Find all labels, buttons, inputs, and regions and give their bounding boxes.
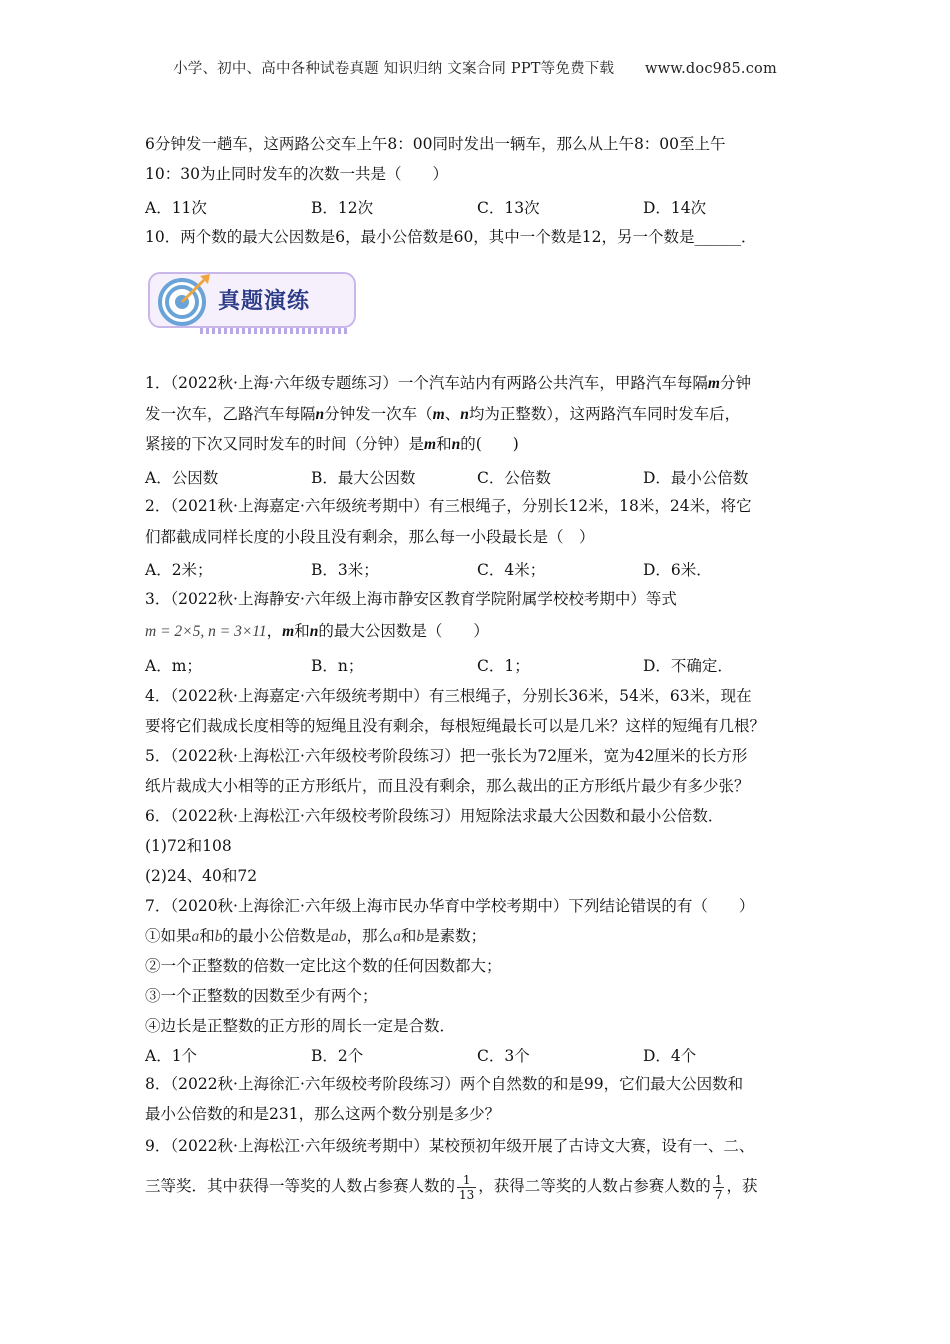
option-d: D．14次 [643,199,707,217]
option-a: A．2米； [145,561,213,579]
q9-line1: 9．（2022秋·上海松江·六年级统考期中）某校预初年级开展了古诗文大赛，设有一、二、 [145,1137,755,1155]
q3-line1: 3．（2022秋·上海静安·六年级上海市静安区教育学院附属学校校考期中）等式 [145,590,677,608]
option-d: D．最小公倍数 [643,469,749,487]
q4-line2: 要将它们裁成长度相等的短绳且没有剩余，每根短绳最长可以是几米？这样的短绳有几根？ [145,717,766,735]
q8-line1: 8．（2022秋·上海徐汇·六年级校考阶段练习）两个自然数的和是99，它们最大公因数和 [145,1075,744,1093]
q2-options [145,558,805,578]
option-a: A．公因数 [145,469,219,487]
option-b: B．3米； [311,561,379,579]
fraction-1-13: $\frac{1}{13}$ [459,1172,475,1202]
option-a: A．1个 [145,1047,198,1065]
q7-statement4: ④边长是正整数的正方形的周长一定是合数． [145,1017,456,1035]
option-b: B．2个 [311,1047,364,1065]
q7-options [145,1044,805,1064]
option-c: C．13次 [477,199,540,217]
q3-options [145,654,805,674]
prev-q9-line2: 10：30为止同时发车的次数一共是（ ） [145,165,448,183]
option-c: C．1； [477,657,530,675]
q7-statement3: ③一个正整数的因数至少有两个； [145,987,378,1005]
q6-sub2: (2)24、40和72 [145,867,258,885]
q1-line1: 1．（2022秋·上海·六年级专题练习）一个汽车站内有两路公共汽车，甲路汽车每隔m分钟 [145,374,751,392]
q2-line1: 2．（2021秋·上海嘉定·六年级统考期中）有三根绳子，分别长12米，18米，24米，将它 [145,497,752,515]
option-c: C．3个 [477,1047,530,1065]
q7-statement2: ②一个正整数的倍数一定比这个数的任何因数都大； [145,957,502,975]
q4-line1: 4．（2022秋·上海嘉定·六年级统考期中）有三根绳子，分别长36米，54米，63米，现在 [145,687,752,705]
q1-line2: 发一次车，乙路汽车每隔n分钟发一次车（m、n均为正整数），这两路汽车同时发车后， [145,405,741,423]
q6-line1: 6．（2022秋·上海松江·六年级校考阶段练习）用短除法求最大公因数和最小公倍数． [145,807,724,825]
q7-statement1: ①如果a和b的最小公倍数是ab，那么a和b是素数； [145,927,487,945]
header-text: 小学、初中、高中各种试卷真题 知识归纳 文案合同 PPT等免费下载 [173,61,615,77]
q6-sub1: (1)72和108 [145,837,232,855]
prev-q9-line1: 6分钟发一趟车，这两路公交车上午8：00同时发出一辆车，那么从上午8：00至上午 [145,135,726,153]
q5-line1: 5．（2022秋·上海松江·六年级校考阶段练习）把一张长为72厘米，宽为42厘米的长方形 [145,747,748,765]
q9-line2: 三等奖．其中获得一等奖的人数占参赛人数的 $\frac{1}{13}$ ，获得二等奖的人数占参赛人数的 $\frac{1}{7}$ ，获 [145,1172,758,1202]
q3-line2: m = 2×5, n = 3×11，m和n的最大公因数是（ ） [145,622,489,640]
prev-q10: 10．两个数的最大公因数是6，最小公倍数是60，其中一个数是12，另一个数是______． [145,228,757,246]
option-c: C．4米； [477,561,546,579]
fraction-1-7: $\frac{1}{7}$ [714,1172,723,1202]
option-c: C．公倍数 [477,469,551,487]
option-a: A．m； [145,657,202,675]
page-header [0,57,950,78]
banner-title: 真题演练 [218,289,311,314]
option-d: D．不确定． [643,657,733,675]
option-b: B．12次 [311,199,374,217]
option-a: A．11次 [145,199,207,217]
q7-line1: 7．（2020秋·上海徐汇·六年级上海市民办华育中学校考期中）下列结论错误的有（ ） [145,897,755,915]
target-icon [154,270,214,330]
section-banner [148,268,358,332]
header-site[interactable]: www.doc985.com [644,61,777,77]
prev-q9-options [145,196,805,216]
q2-line2: 们都截成同样长度的小段且没有剩余，那么每一小段最长是（ ） [145,528,595,546]
option-d: D．6米． [643,561,712,579]
banner-stripes [200,328,350,334]
option-b: B．n； [311,657,364,675]
q5-line2: 纸片裁成大小相等的正方形纸片，而且没有剩余，那么裁出的正方形纸片最少有多少张？ [145,777,750,795]
option-b: B．最大公因数 [311,469,416,487]
q3-formula: m = 2×5, n = 3×11 [145,623,267,640]
q1-options [145,466,805,486]
q8-line2: 最小公倍数的和是231，那么这两个数分别是多少？ [145,1105,501,1123]
q1-line3: 紧接的下次又同时发车的时间（分钟）是m和n的( ) [145,435,519,453]
option-d: D．4个 [643,1047,697,1065]
